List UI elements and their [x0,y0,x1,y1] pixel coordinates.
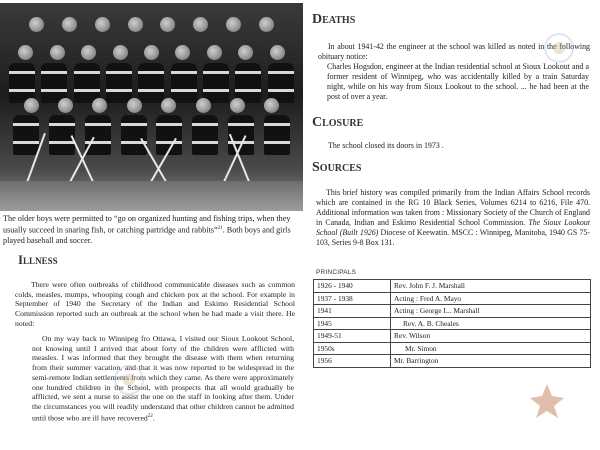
sources-text: This brief history was compiled primarily from the Indian Affairs School records which are contained in the RG 10 Black Series, Volumes 6214 to 6216, File 470. Additional information was taken from : Missionary Society of the Church of England in Canada, Indian and Eskimo Residential School Commission. The Sioux Lookout School (Built 1926) Diocese of Keewatin. MSCC : Winnipeg, Manitoba, 1940 GS 75-103, Series 9-8 Box 131. [316,188,590,247]
hockey-team-photo [0,3,303,211]
illness-quote: On my way back to Winnipeg fro Ottawa, I visited our Sioux Lookout School, not knowing until I arrived that about forty of the children were afflicted with measles. I was informed that they brought the disease with them when returning from their summer vacation, and that it was now reported to be widespread in the semi-remote Indian settlements from which they came. As there were approximately one hundred children in the School, with prospects that all would gradually be afflicted, we sent a nurse to assist the one on the staff in looking after them. Under the circumstances you will readily understand that other children cannot be admitted until those who are ill have recovered$^{22}$. [32,334,294,423]
deaths-intro: In about 1941-42 the engineer at the school was killed as noted in the following obituary notice: [318,42,590,61]
illness-intro: There were often outbreaks of childhood communicable diseases such as common colds, measles, mumps, whooping cough and chicken pox at the school. For example in September of 1940 the Secretary of the Indian and Eskimo Residential School Commission reported such an outbreak at the school when he had made a visit there. He noted: [15,280,295,328]
table-row: 1926 - 1940 Rev. John F. J. Marshall [314,280,591,293]
obituary-notice: Charles Hogsdon, engineer at the Indian residential school at Sioux Lookout and a former resident of Winnipeg, who was accidentally killed by a train Saturday night, while on his way from Sioux Lookout to the school. ... he had been at the post of over a year. [327,62,589,101]
table-row: 1945 Rev. A. B. Cheales [314,317,591,330]
closure-text: The school closed its doors in 1973 . [328,141,444,150]
principals-label: PRINCIPALS [316,269,357,276]
photo-caption: The older boys were permitted to “go on organized hunting and fishing trips, when they usually succeed in snaring fish, or catching partridge and rabbits”$^{21}$. Both boys and girls played baseball and soccer. [3,214,291,245]
emblem-watermark-icon [110,360,148,400]
principals-table [313,279,591,368]
deaths-heading: Deaths [312,12,356,27]
table-row: 1949-51 Rev. Wilson [314,330,591,343]
emblem-watermark-icon [528,380,566,420]
table-row: 1956 Mr. Barrington [314,355,591,368]
illness-heading: Illness [18,252,58,267]
emblem-watermark-icon [540,28,578,68]
table-row: 1950s Mr. Simon [314,342,591,355]
closure-heading: Closure [312,115,364,130]
table-row: 1941 Acting : George L.. Marshall [314,305,591,318]
table-row: 1937 - 1938 Acting : Fred A. Mayo [314,292,591,305]
sources-heading: Sources [312,160,362,175]
